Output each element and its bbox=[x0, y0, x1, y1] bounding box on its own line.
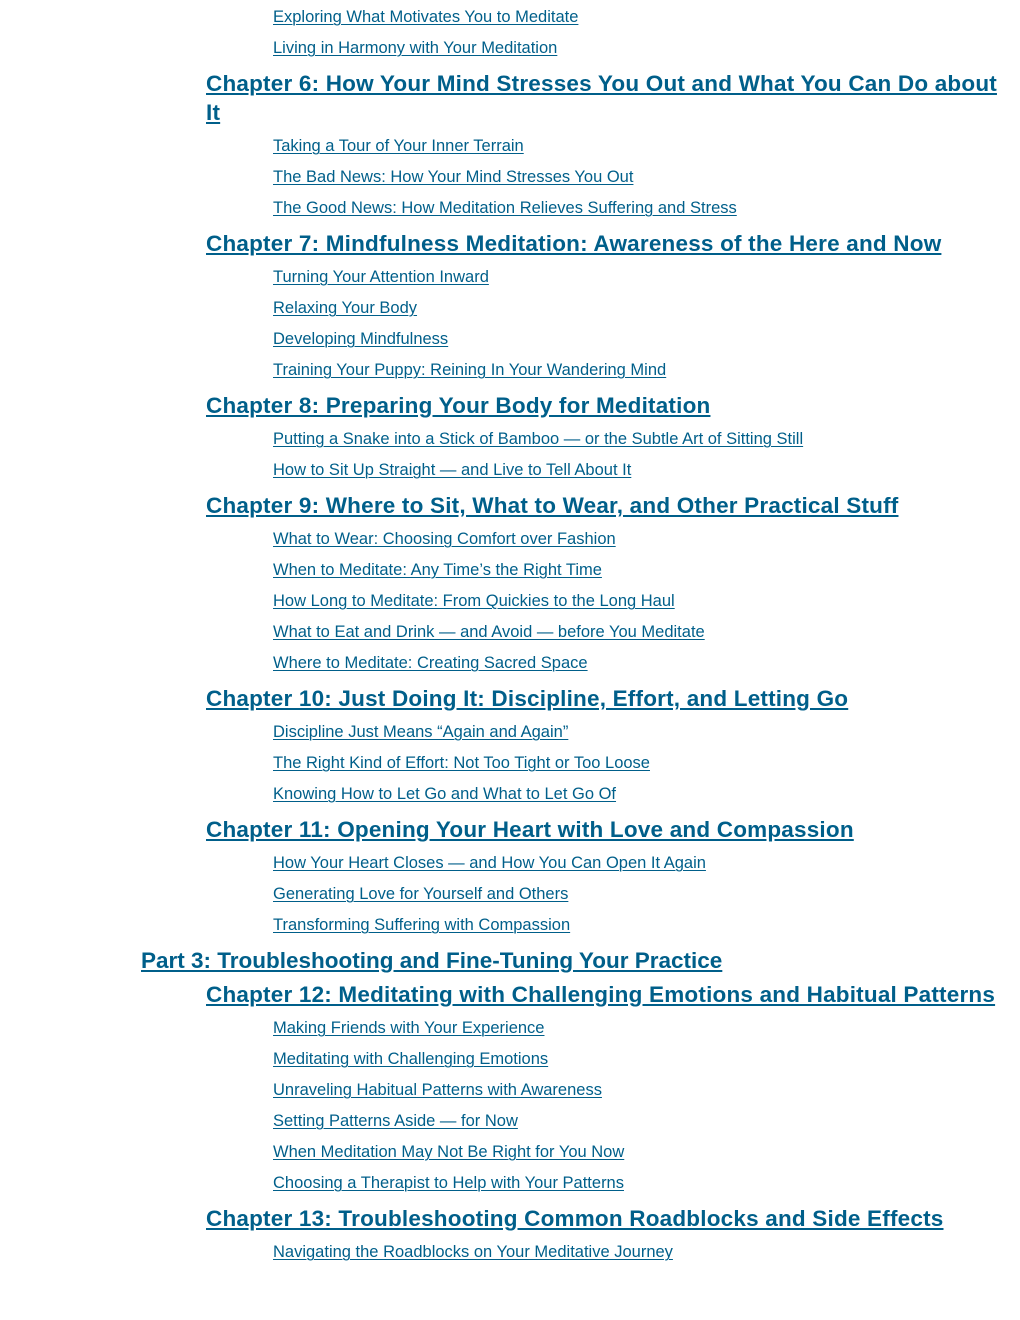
toc-section-link[interactable]: How to Sit Up Straight — and Live to Tell About It bbox=[273, 461, 632, 479]
toc-section-link[interactable]: Discipline Just Means “Again and Again” bbox=[273, 723, 569, 741]
toc-section-link[interactable]: Transforming Suffering with Compassion bbox=[273, 916, 571, 934]
toc-section-link[interactable]: Exploring What Motivates You to Meditate bbox=[273, 8, 579, 26]
toc-section-link[interactable]: Taking a Tour of Your Inner Terrain bbox=[273, 137, 524, 155]
toc-chapter-link[interactable]: Chapter 8: Preparing Your Body for Meditation bbox=[206, 393, 711, 418]
toc-section-link[interactable]: What to Eat and Drink — and Avoid — before You Meditate bbox=[273, 623, 705, 641]
toc-chapter-link[interactable]: Chapter 11: Opening Your Heart with Love and Compassion bbox=[206, 817, 854, 842]
toc-section-link[interactable]: Where to Meditate: Creating Sacred Space bbox=[273, 654, 588, 672]
toc-section-link[interactable]: Putting a Snake into a Stick of Bamboo — or the Subtle Art of Sitting Still bbox=[273, 430, 804, 448]
toc-chapter-link[interactable]: Chapter 12: Meditating with Challenging Emotions and Habitual Patterns bbox=[206, 982, 996, 1007]
toc-section-link[interactable]: Unraveling Habitual Patterns with Awareness bbox=[273, 1081, 602, 1099]
toc-section-link[interactable]: Developing Mindfulness bbox=[273, 330, 449, 348]
toc-part-link[interactable]: Part 3: Troubleshooting and Fine-Tuning Your Practice bbox=[141, 948, 723, 973]
toc-section-link[interactable]: The Right Kind of Effort: Not Too Tight or Too Loose bbox=[273, 754, 650, 772]
toc-section-link[interactable]: Choosing a Therapist to Help with Your Patterns bbox=[273, 1174, 624, 1192]
toc-chapter-link[interactable]: Chapter 7: Mindfulness Meditation: Awareness of the Here and Now bbox=[206, 231, 942, 256]
toc-chapter-link[interactable]: Chapter 10: Just Doing It: Discipline, Effort, and Letting Go bbox=[206, 686, 849, 711]
toc-chapter-link[interactable]: Chapter 6: How Your Mind Stresses You Out and What You Can Do about It bbox=[206, 71, 997, 125]
toc-section-link[interactable]: The Bad News: How Your Mind Stresses You Out bbox=[273, 168, 634, 186]
toc-section-link[interactable]: Generating Love for Yourself and Others bbox=[273, 885, 569, 903]
toc-section-link[interactable]: How Long to Meditate: From Quickies to the Long Haul bbox=[273, 592, 675, 610]
toc-section-link[interactable]: Relaxing Your Body bbox=[273, 299, 418, 317]
toc-section-link[interactable]: Training Your Puppy: Reining In Your Wandering Mind bbox=[273, 361, 667, 379]
toc-section-link[interactable]: Turning Your Attention Inward bbox=[273, 268, 489, 286]
toc-section-link[interactable]: How Your Heart Closes — and How You Can Open It Again bbox=[273, 854, 706, 872]
toc-chapter-link[interactable]: Chapter 9: Where to Sit, What to Wear, and Other Practical Stuff bbox=[206, 493, 899, 518]
toc-section-link[interactable]: Navigating the Roadblocks on Your Meditative Journey bbox=[273, 1243, 673, 1261]
toc-section-link[interactable]: Setting Patterns Aside — for Now bbox=[273, 1112, 518, 1130]
toc-section-link[interactable]: The Good News: How Meditation Relieves Suffering and Stress bbox=[273, 199, 737, 217]
toc-section-link[interactable]: What to Wear: Choosing Comfort over Fashion bbox=[273, 530, 616, 548]
toc-section-link[interactable]: When Meditation May Not Be Right for You Now bbox=[273, 1143, 625, 1161]
toc-section-link[interactable]: Making Friends with Your Experience bbox=[273, 1019, 545, 1037]
toc-section-link[interactable]: When to Meditate: Any Time’s the Right Time bbox=[273, 561, 602, 579]
toc-section-link[interactable]: Meditating with Challenging Emotions bbox=[273, 1050, 549, 1068]
toc-chapter-link[interactable]: Chapter 13: Troubleshooting Common Roadblocks and Side Effects bbox=[206, 1206, 944, 1231]
toc-section-link[interactable]: Living in Harmony with Your Meditation bbox=[273, 39, 558, 57]
toc-section-link[interactable]: Knowing How to Let Go and What to Let Go Of bbox=[273, 785, 617, 803]
